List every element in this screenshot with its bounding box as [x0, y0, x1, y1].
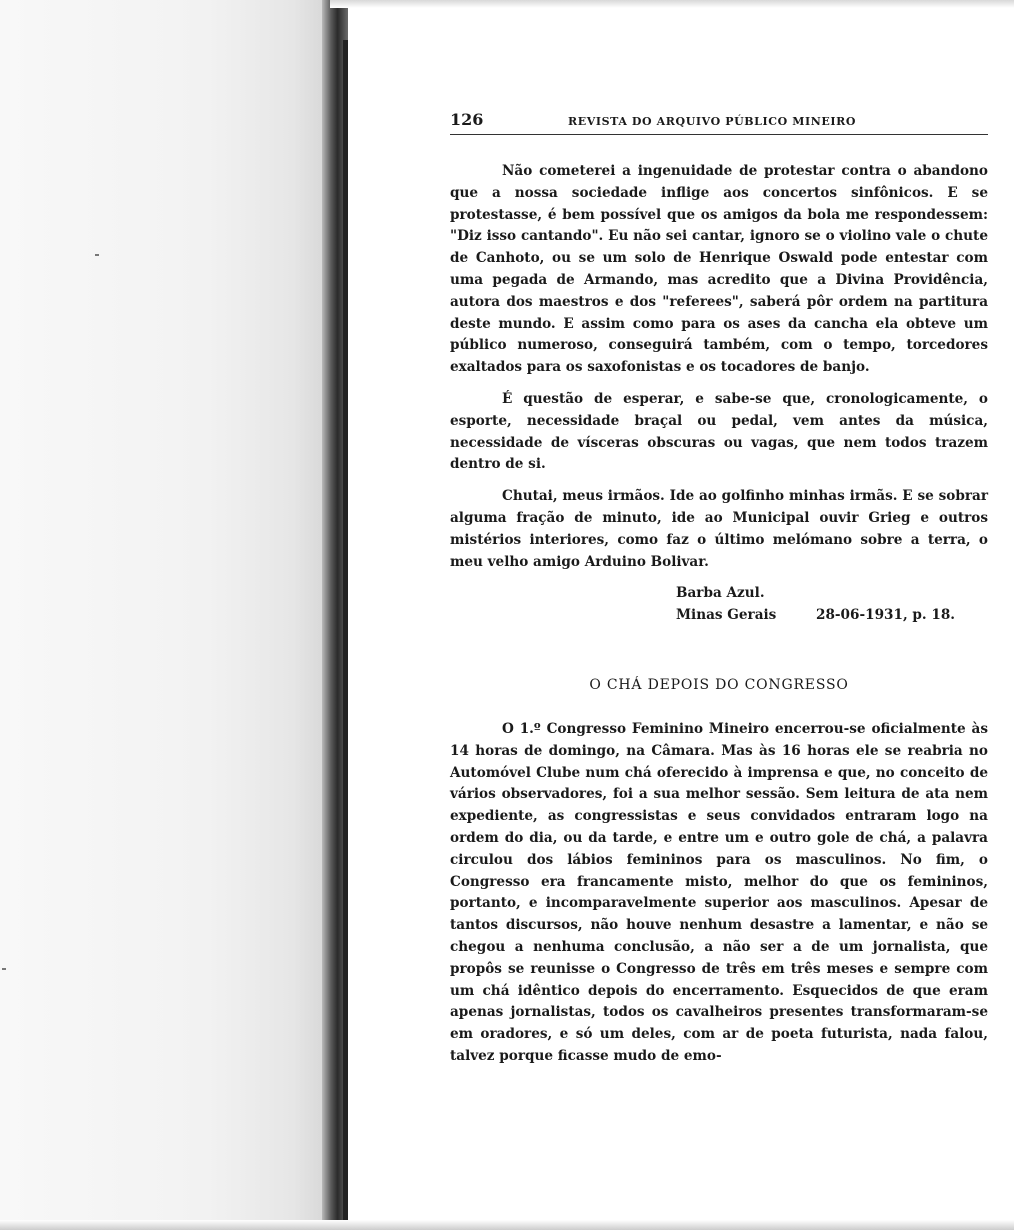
article-body-1	[450, 161, 988, 573]
signature-date-page: 28-06-1931, p. 18.	[816, 607, 956, 624]
page-number: 126	[450, 110, 484, 129]
article-body-2	[450, 719, 988, 1068]
signature-block	[676, 583, 988, 627]
paragraph: Chutai, meus irmãos. Ide ao golfinho minhas irmãs. E se sobrar alguma fração de minuto, ide ao Municipal ouvir Grieg e outros mistérios interiores, como faz o último melómano sobre a terra, o meu velho amigo Arduino Bolivar.	[450, 488, 988, 570]
running-header	[450, 110, 988, 135]
page-top-edge	[330, 0, 1014, 8]
paragraph: É questão de esperar, e sabe-se que, cronologicamente, o esporte, necessidade braçal ou pedal, vem antes da música, necessidade de vísceras obscuras ou vagas, que nem todos trazem dentro de si.	[450, 390, 988, 473]
journal-title: REVISTA DO ARQUIVO PÚBLICO MINEIRO	[568, 115, 857, 128]
paragraph: O 1.º Congresso Feminino Mineiro encerrou-se oficialmente às 14 horas de domingo, na Câmara. Mas às 16 horas ele se reabria no Automóvel Clube num chá oferecido à imprensa e que, no conceito de vários observadores, foi a sua melhor sessão. Sem leitura de ata nem expediente, as congressistas e seus convidados entraram logo na ordem do dia, ou da tarde, e entre um e outro gole de chá, a palavra circulou dos lábios femininos para os masculinos. No fim, o Congresso era francamente misto, melhor do que os femininos, portanto, e incomparavelmente superior aos masculinos. Apesar de tantos discursos, não houve nenhum desastre a lamentar, e não se chegou a nenhuma conclusão, a não ser a de um jornalista, que propôs se reunisse o Congresso de três em três meses e sempre com um chá idêntico depois do encerramento. Esquecidos de que eram apenas jornalistas, todos os cavalheiros presentes transformaram-se em oradores, e só um deles, com ar de poeta futurista, nada falou, talvez porque ficasse mudo de emo-	[450, 720, 988, 1064]
document-page	[450, 110, 988, 1078]
facing-blank-page	[0, 0, 345, 1230]
article-title: O CHÁ DEPOIS DO CONGRESSO	[589, 676, 849, 693]
page-bottom-edge	[0, 1220, 1014, 1230]
scan-speck	[2, 968, 6, 970]
signature-author: Barba Azul.	[676, 585, 765, 602]
scan-speck	[95, 254, 99, 256]
paragraph: Não cometerei a ingenuidade de protestar contra o abandono que a nossa sociedade inflige aos concertos sinfônicos. E se protestasse, é bem possível que os amigos da bola me respondessem: "Diz isso cantando". Eu não sei cantar, ignoro se o violino vale o chute de Canhoto, ou se um solo de Henrique Oswald pode entestar com uma pegada de Armando, mas acredito que a Divina Providência, autora dos maestros e dos "referees", saberá pôr ordem na partitura deste mundo. E assim como para os ases da cancha ela obteve um público numeroso, conseguirá também, com o tempo, torcedores exaltados para os saxofonistas e os tocadores de banjo.	[450, 163, 988, 376]
signature-citation	[676, 605, 988, 627]
gutter-edge	[343, 40, 348, 1220]
signature-source: Minas Gerais	[676, 607, 777, 624]
